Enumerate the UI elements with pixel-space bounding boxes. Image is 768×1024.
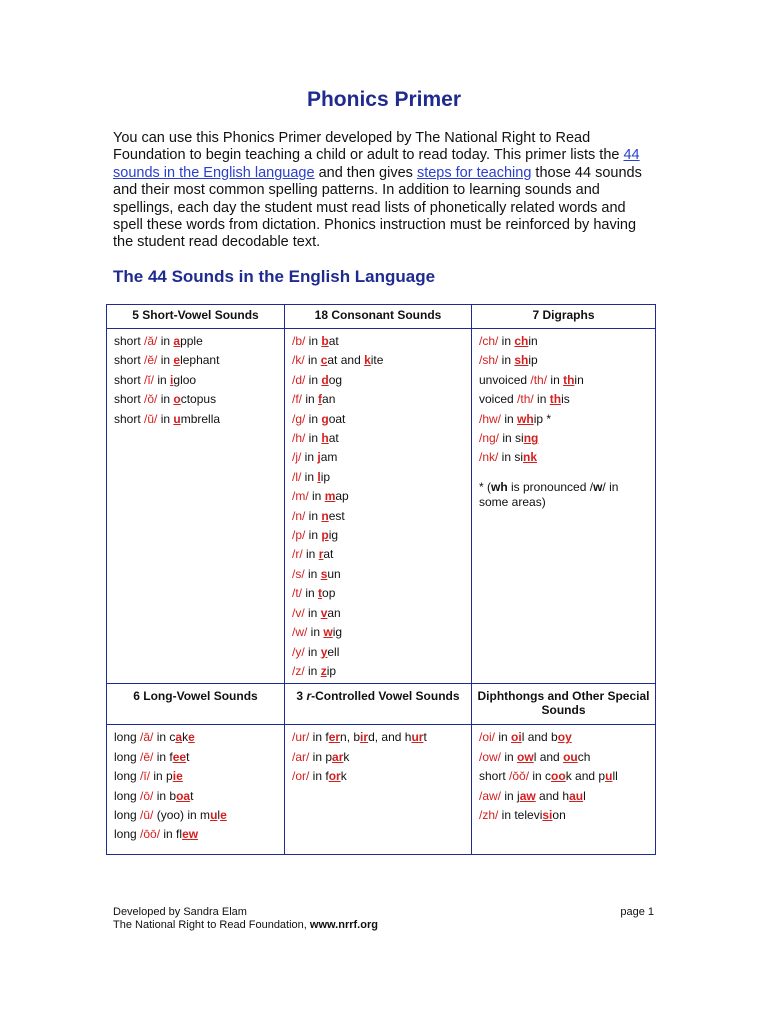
list-item: long /ōō/ in flew: [114, 827, 199, 842]
digraph-note: * (wh is pronounced /w/ in some areas): [479, 479, 619, 509]
list-item: /z/ in zip: [292, 663, 337, 678]
list-item: /t/ in top: [292, 586, 336, 601]
list-item: /hw/ in whip *: [479, 411, 552, 426]
diphthong-header: Diphthongs and Other Special Sounds: [472, 684, 656, 725]
intro-text: and then gives: [314, 164, 417, 181]
list-item: long /ī/ in pie: [114, 769, 183, 784]
diphthong-cell: [472, 725, 656, 855]
consonant-header: 18 Consonant Sounds: [285, 305, 472, 329]
list-item: /l/ in lip: [292, 469, 331, 484]
list-item: unvoiced /th/ in thin: [479, 372, 584, 387]
steps-link[interactable]: steps for teaching: [416, 164, 532, 181]
consonant-cell: [285, 329, 472, 684]
r-controlled-header: 3 r-Controlled Vowel Sounds: [285, 684, 472, 725]
list-item: /w/ in wig: [292, 625, 343, 640]
list-item: /ur/ in fern, bird, and hurt: [292, 730, 427, 745]
list-item: long /ā/ in cake: [114, 730, 195, 745]
sounds-link[interactable]: 44 sounds in the English language: [113, 147, 640, 181]
section-title: The 44 Sounds in the English Language: [113, 267, 436, 286]
list-item: long /ō/ in boat: [114, 788, 194, 803]
list-item: voiced /th/ in this: [479, 392, 570, 407]
footer-author: Developed by Sandra Elam: [113, 906, 247, 918]
list-item: /nk/ in sink: [479, 450, 538, 465]
list-item: /or/ in fork: [292, 769, 347, 784]
list-item: long /ū/ (yoo) in mule: [114, 807, 227, 822]
list-item: /aw/ in jaw and haul: [479, 788, 586, 803]
footer: [113, 906, 378, 932]
list-item: /b/ in bat: [292, 334, 339, 348]
list-item: short /ĭ/ in igloo: [114, 372, 197, 387]
page-title: Phonics Primer: [306, 88, 462, 111]
footer-url: www.nrrf.org: [309, 919, 378, 931]
intro-paragraph: [113, 130, 658, 252]
list-item: short /ŏ/ in octopus: [114, 392, 217, 407]
list-item: short /ŏŏ/ in cook and pull: [479, 769, 618, 784]
footer-org: The National Right to Read Foundation, www.nrrf.org: [113, 919, 378, 931]
list-item: /d/ in dog: [292, 372, 343, 387]
list-item: /y/ in yell: [292, 644, 340, 659]
list-item: /n/ in nest: [292, 508, 345, 523]
intro-text: those 44 sounds and their most common spelling patterns. In addition to learning sounds and spellings, each day the student must read lists of phonetically related words and spell these words from dictation. Phonics instruction must be reinforced by having the student read decodable text.: [113, 164, 642, 251]
list-item: /zh/ in television: [479, 807, 566, 822]
long-vowel-header: 6 Long-Vowel Sounds: [107, 684, 285, 725]
list-item: /m/ in map: [292, 489, 349, 504]
list-item: /v/ in van: [292, 605, 341, 620]
list-item: short /ŭ/ in umbrella: [114, 411, 221, 426]
list-item: /f/ in fan: [292, 392, 336, 407]
list-item: /r/ in rat: [292, 547, 334, 562]
long-vowel-cell: [107, 725, 285, 855]
list-item: /h/ in hat: [292, 431, 339, 446]
list-item: /ow/ in owl and ouch: [479, 749, 591, 764]
sounds-table: [106, 304, 656, 855]
list-item: /ar/ in park: [292, 749, 350, 764]
short-vowel-header: 5 Short-Vowel Sounds: [107, 305, 285, 329]
digraph-header: 7 Digraphs: [472, 305, 656, 329]
page-number: page 1: [620, 906, 654, 918]
list-item: /s/ in sun: [292, 566, 341, 581]
list-item: /oi/ in oil and boy: [479, 730, 572, 745]
list-item: /sh/ in ship: [479, 353, 538, 368]
list-item: /p/ in pig: [292, 528, 339, 543]
short-vowel-cell: [107, 329, 285, 684]
list-item: short /ĕ/ in elephant: [114, 353, 220, 368]
digraph-cell: [472, 329, 656, 684]
list-item: /k/ in cat and kite: [292, 353, 384, 368]
list-item: /ch/ in chin: [479, 334, 538, 348]
list-item: long /ē/ in feet: [114, 749, 190, 764]
intro-text: You can use this Phonics Primer developed by The National Right to Read Foundation to begin teaching a child or adult to read today. This primer lists the: [113, 130, 624, 164]
list-item: /g/ in goat: [292, 411, 346, 426]
list-item: short /ă/ in apple: [114, 334, 203, 348]
list-item: /j/ in jam: [292, 450, 338, 465]
r-controlled-cell: [285, 725, 472, 855]
list-item: /ng/ in sing: [479, 431, 539, 446]
